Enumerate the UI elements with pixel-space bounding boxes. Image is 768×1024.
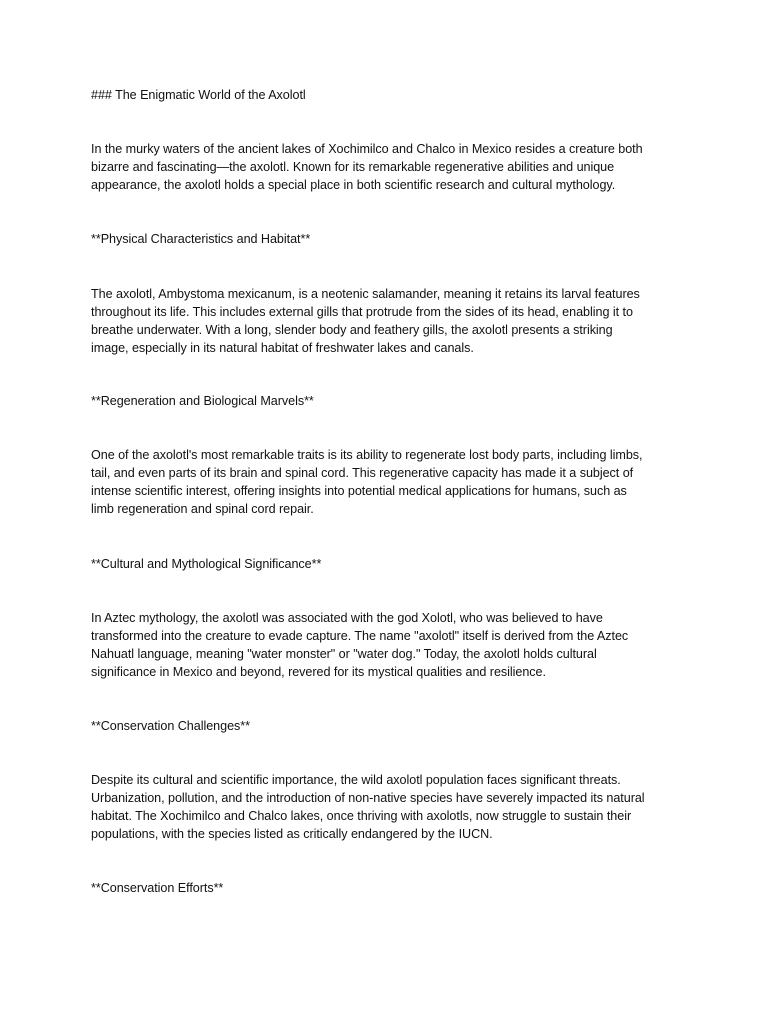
paragraph-line: transformed into the creature to evade capture. The name "axolotl" itself is derived from the Aztec [91,629,629,643]
paragraph-line: In the murky waters of the ancient lakes of Xochimilco and Chalco in Mexico resides a creature both [91,142,643,156]
paragraph-line: breathe underwater. With a long, slender body and feathery gills, the axolotl presents a striking [91,323,613,337]
paragraph-line: habitat. The Xochimilco and Chalco lakes, once thriving with axolotls, now struggle to sustain their [91,809,632,823]
section-heading: **Conservation Challenges** [91,719,250,733]
paragraph-line: image, especially in its natural habitat of freshwater lakes and canals. [91,341,474,355]
physical-heading [91,230,691,248]
cultural-paragraph [91,609,691,681]
physical-paragraph [91,285,691,357]
paragraph-line: One of the axolotl's most remarkable traits is its ability to regenerate lost body parts, including limbs, [91,448,643,462]
paragraph-line: In Aztec mythology, the axolotl was associated with the god Xolotl, who was believed to have [91,611,603,625]
paragraph-line: The axolotl, Ambystoma mexicanum, is a neotenic salamander, meaning it retains its larval features [91,287,640,301]
section-heading: **Physical Characteristics and Habitat** [91,232,311,246]
paragraph-line: significance in Mexico and beyond, revered for its mystical qualities and resilience. [91,665,546,679]
section-heading: **Conservation Efforts** [91,881,224,895]
paragraph-line: Urbanization, pollution, and the introduction of non-native species have severely impacted its natural [91,791,645,805]
paragraph-line: populations, with the species listed as critically endangered by the IUCN. [91,827,493,841]
challenges-heading [91,717,691,735]
regeneration-paragraph [91,446,691,518]
paragraph-line: appearance, the axolotl holds a special place in both scientific research and cultural mythology. [91,178,616,192]
regeneration-heading [91,392,691,410]
efforts-heading [91,879,691,897]
challenges-paragraph [91,771,691,843]
document-title [91,86,691,104]
cultural-heading [91,555,691,573]
title-line: ### The Enigmatic World of the Axolotl [91,88,306,102]
paragraph-line: throughout its life. This includes external gills that protrude from the sides of its head, enabling it to [91,305,633,319]
section-heading: **Cultural and Mythological Significance** [91,557,322,571]
paragraph-line: intense scientific interest, offering insights into potential medical applications for humans, such as [91,484,627,498]
paragraph-line: Nahuatl language, meaning "water monster" or "water dog." Today, the axolotl holds cultural [91,647,597,661]
section-heading: **Regeneration and Biological Marvels** [91,394,314,408]
paragraph-line: limb regeneration and spinal cord repair. [91,502,314,516]
paragraph-line: Despite its cultural and scientific importance, the wild axolotl population faces significant threats. [91,773,621,787]
paragraph-line: bizarre and fascinating—the axolotl. Known for its remarkable regenerative abilities and unique [91,160,615,174]
intro-paragraph [91,140,691,194]
paragraph-line: tail, and even parts of its brain and spinal cord. This regenerative capacity has made it a subject of [91,466,634,480]
